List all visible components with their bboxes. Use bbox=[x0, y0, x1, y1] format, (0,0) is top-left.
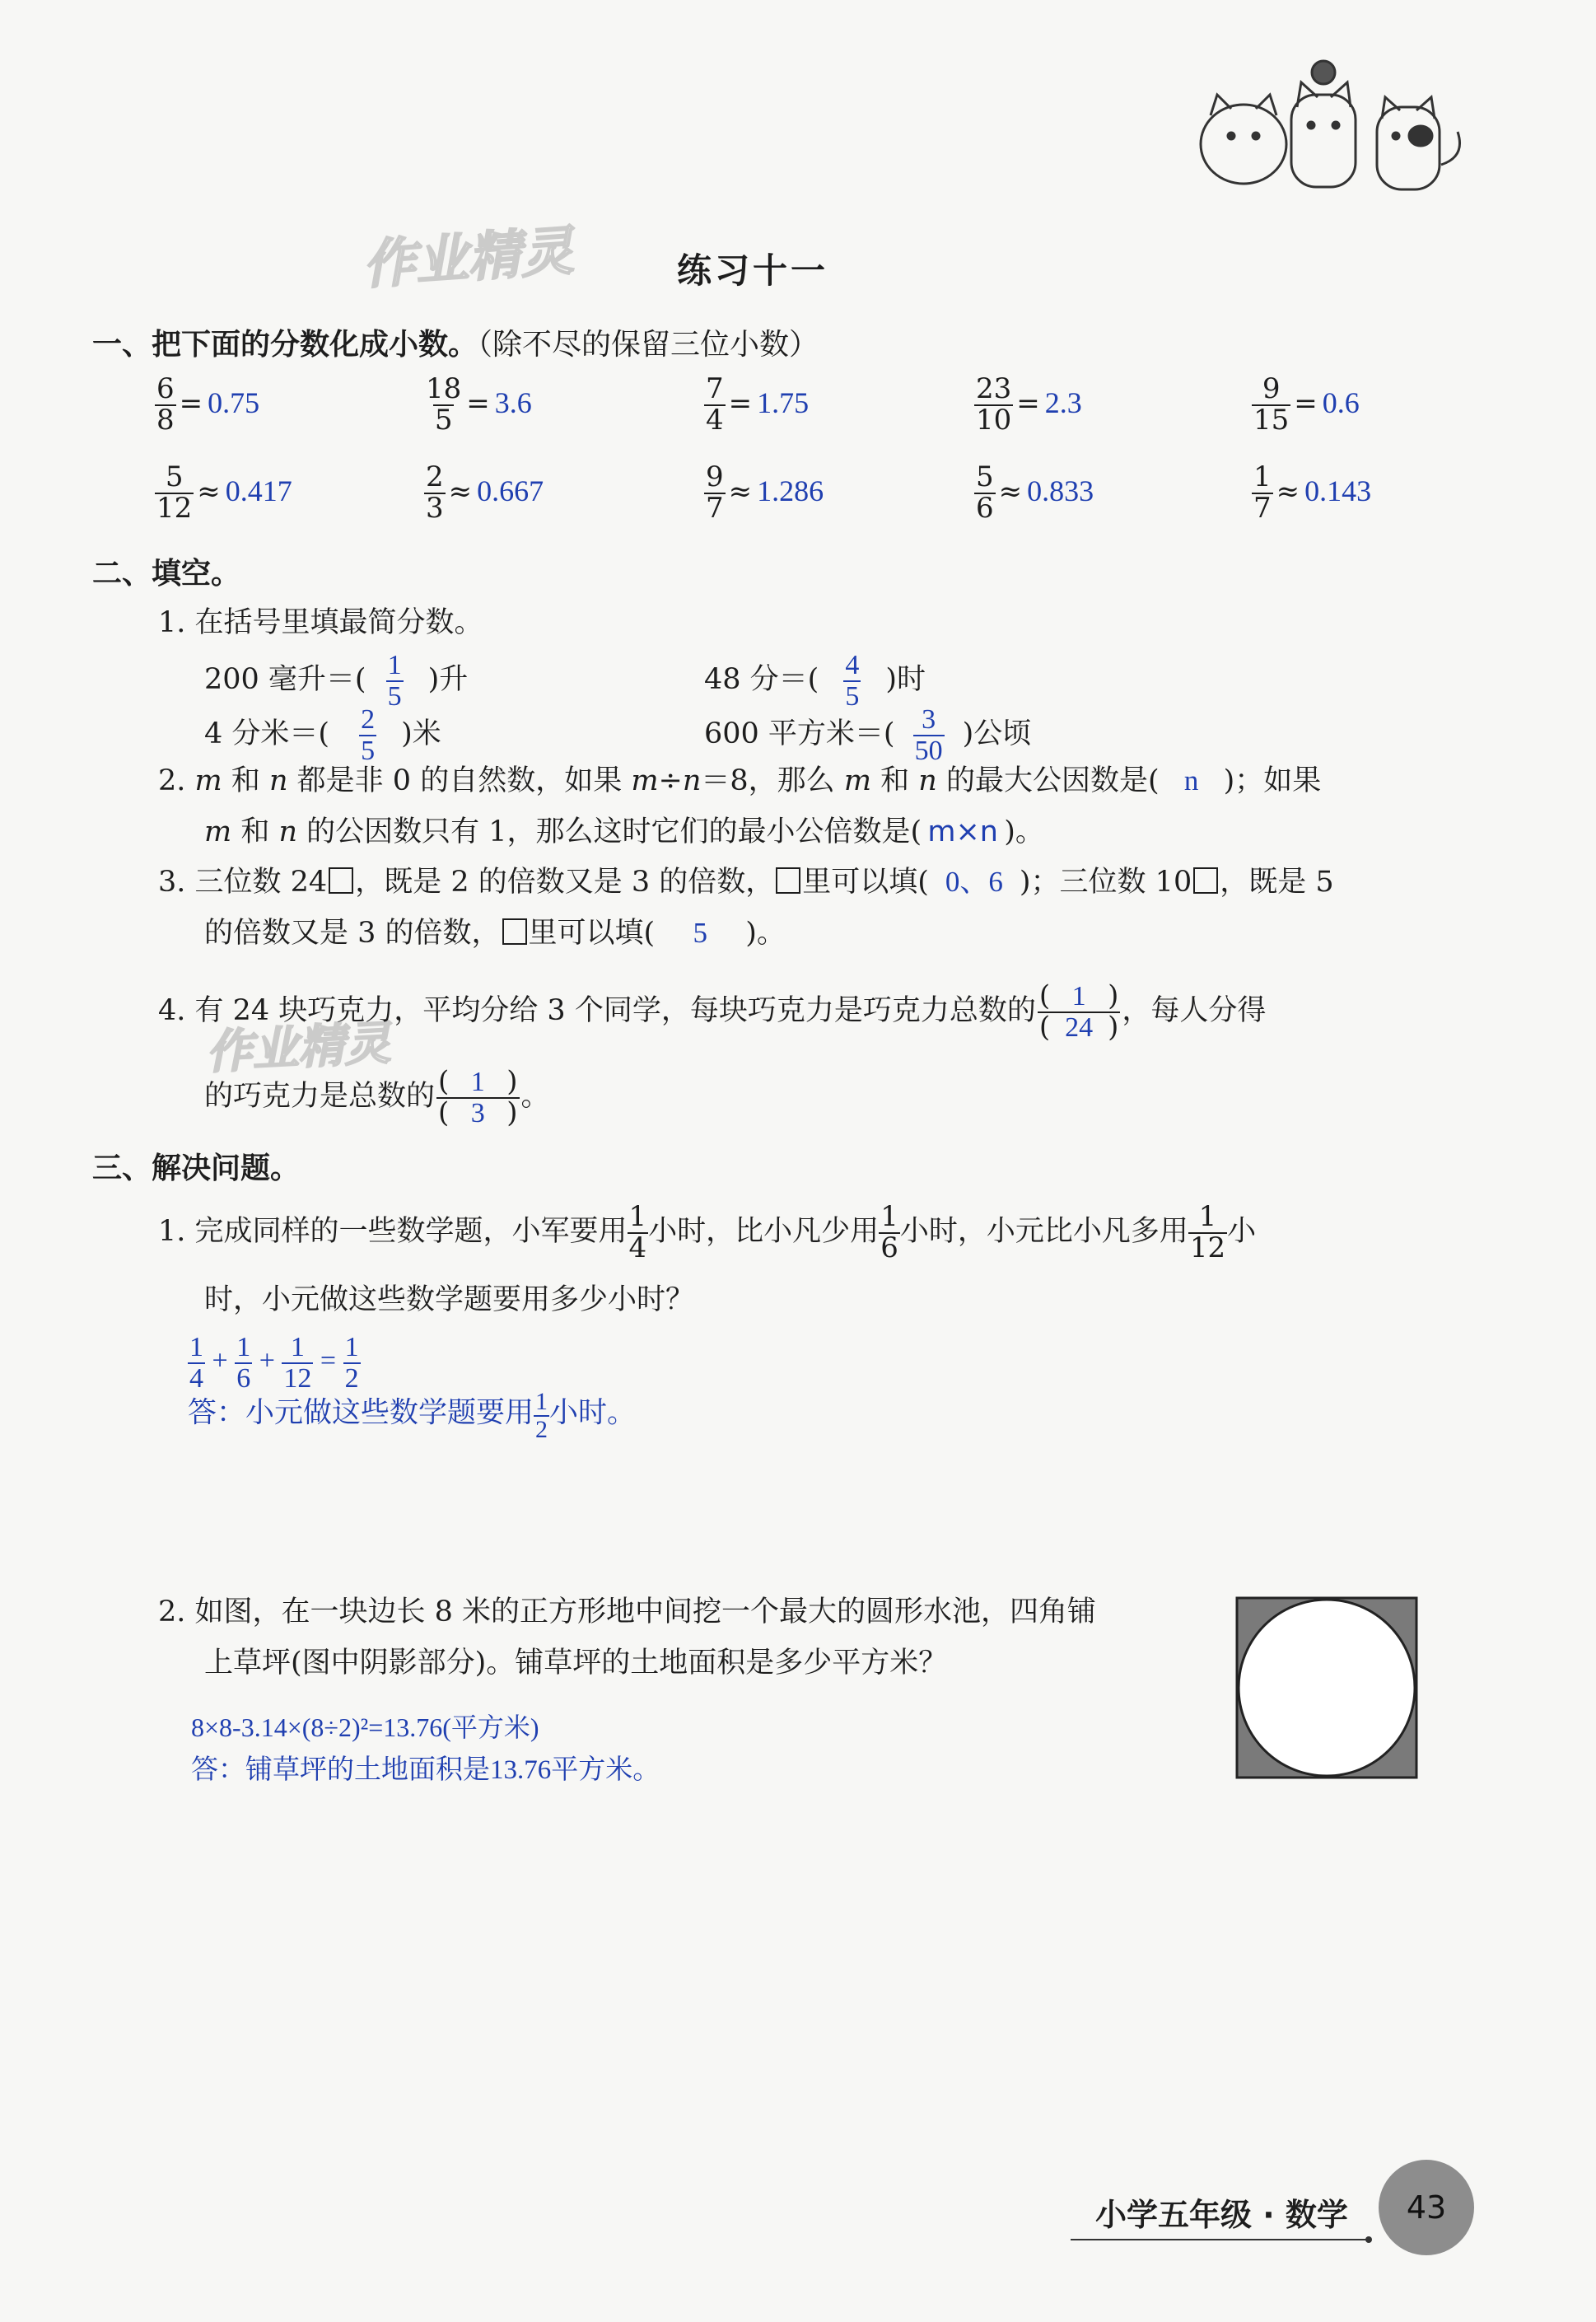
fraction-item bbox=[974, 372, 1082, 437]
blank-box bbox=[502, 918, 527, 945]
q3-2-line1: 2. 如图，在一块边长 8 米的正方形地中间挖一个最大的圆形水池，四角铺 bbox=[158, 1595, 1097, 1628]
cats-illustration bbox=[1186, 49, 1482, 198]
fraction-item bbox=[704, 460, 824, 525]
answer-text: 0.6 bbox=[1322, 385, 1360, 419]
fraction: $\frac{6}{8}$ bbox=[156, 372, 175, 437]
q2-4-line1: 4. 有 24 块巧克力，平均分给 3 个同学，每块巧克力是巧克力总数的 $\frac{( 1 )}{( 24 )}$ ，每人分得 bbox=[158, 979, 1267, 1044]
fraction: $\frac{1}{7}$ bbox=[1253, 460, 1272, 525]
fraction-item bbox=[155, 372, 260, 437]
answer-text: 0.143 bbox=[1304, 474, 1372, 507]
fraction: $\frac{1}{4}$ bbox=[628, 1200, 647, 1264]
fraction: $\frac{9}{15}$ bbox=[1253, 372, 1290, 437]
fraction: $\frac{2}{3}$ bbox=[426, 460, 444, 525]
answer-text: 0.75 bbox=[208, 385, 260, 419]
fraction-item bbox=[424, 460, 544, 525]
answer-text: 2.3 bbox=[1044, 385, 1082, 419]
footer-rule bbox=[1071, 2236, 1375, 2244]
q3-1-answer: 答：小元做这些数学题要用 $\frac{1}{2}$ 小时。 bbox=[188, 1388, 637, 1443]
answer-text: 0.667 bbox=[477, 474, 544, 507]
fraction: $\frac{1}{12}$ bbox=[1189, 1200, 1226, 1264]
fraction-item bbox=[155, 460, 292, 525]
footer-label: 小学五年级 · 数学 bbox=[1095, 2197, 1348, 2233]
answer-text: 0.417 bbox=[225, 474, 292, 507]
operator: ≈ bbox=[1276, 474, 1300, 508]
fraction: $\frac{5}{6}$ bbox=[976, 460, 994, 525]
q2-1-text: 1. 在括号里填最简分数。 bbox=[158, 606, 483, 639]
q3-2-line2: 上草坪(图中阴影部分)。铺草坪的土地面积是多少平方米？ bbox=[204, 1647, 948, 1680]
operator: ≈ bbox=[197, 474, 221, 508]
fraction-item bbox=[1252, 460, 1372, 525]
fraction: $\frac{23}{10}$ bbox=[976, 372, 1012, 437]
q2-1-b: 48 分＝( $\frac{4}{5}$ )时 bbox=[704, 650, 926, 712]
q2-1-a: 200 毫升＝( $\frac{1}{5}$ )升 bbox=[204, 650, 469, 712]
q3-1-calc: $\frac{1}{4}$ + $\frac{1}{6}$ + $\frac{1}{12}$ = $\frac{1}{2}$ bbox=[189, 1332, 359, 1394]
q3-1-line2: 时，小元做这些数学题要用多少小时？ bbox=[204, 1283, 695, 1316]
answer-fraction: $\frac{1}{5}$ bbox=[387, 650, 402, 712]
fraction-item bbox=[424, 372, 532, 437]
blank-box bbox=[329, 867, 353, 894]
q3-2-calc: 8×8-3.14×(8÷2)²=13.76(平方米) bbox=[191, 1712, 539, 1742]
fraction: $\frac{7}{4}$ bbox=[706, 372, 724, 437]
answer-text: 0.833 bbox=[1027, 474, 1094, 507]
fraction-item bbox=[1252, 372, 1360, 437]
operator: ≈ bbox=[448, 474, 473, 508]
operator: = bbox=[179, 386, 203, 420]
pond-circle bbox=[1239, 1600, 1415, 1776]
answer-text: n bbox=[1183, 764, 1199, 797]
fraction-item bbox=[704, 372, 810, 437]
q2-2-line1: 2. m 和 n 都是非 0 的自然数，如果 m÷n＝8，那么 m 和 n 的最大公因数是( n )；如果 bbox=[158, 762, 1321, 800]
blank-box bbox=[1193, 867, 1218, 894]
q2-3-line2: 的倍数又是 3 的倍数， 里可以填( 5 )。 bbox=[204, 914, 786, 952]
answer-text: m×n bbox=[927, 815, 998, 848]
q3-2-answer: 答：铺草坪的土地面积是13.76平方米。 bbox=[191, 1755, 660, 1785]
operator: = bbox=[1294, 386, 1318, 420]
q3-1-line1: 1. 完成同样的一些数学题，小军要用 $\frac{1}{4}$ 小时，比小凡少用 $\frac{1}{6}$ 小时，小元比小凡多用 $\frac{1}{12}$ 小 bbox=[158, 1200, 1257, 1264]
q2-3-line1: 3. 三位数 24 ，既是 2 的倍数又是 3 的倍数， 里可以填( 0、6 )；三位数 10 ，既是 5 bbox=[158, 863, 1334, 901]
section3-heading: 三、解决问题。 bbox=[92, 1152, 301, 1185]
operator: ≈ bbox=[998, 474, 1023, 508]
watermark: 作业精灵 bbox=[361, 221, 576, 297]
answer-fraction: $\frac{2}{5}$ bbox=[361, 704, 376, 766]
answer-fraction: $\frac{3}{50}$ bbox=[914, 704, 943, 766]
page-number: 43 bbox=[1379, 2160, 1474, 2255]
section2-heading: 二、填空。 bbox=[92, 557, 241, 591]
q2-1-c: 4 分米＝( $\frac{2}{5}$ )米 bbox=[204, 704, 441, 766]
answer-text: 5 bbox=[693, 917, 707, 949]
operator: ≈ bbox=[728, 474, 753, 508]
watermark: 作业精灵 bbox=[204, 1016, 392, 1080]
fraction: $\frac{9}{7}$ bbox=[706, 460, 724, 525]
answer-text: 0、6 bbox=[945, 866, 1003, 898]
page-title: 练习十一 bbox=[677, 250, 829, 291]
fraction: $\frac{18}{5}$ bbox=[426, 372, 462, 437]
fraction: $\frac{5}{12}$ bbox=[156, 460, 193, 525]
fraction: $\frac{1}{6}$ bbox=[880, 1200, 898, 1264]
answer-fraction: $\frac{( 1 )}{( 3 )}$ bbox=[438, 1065, 518, 1129]
answer-fraction: $\frac{( 1 )}{( 24 )}$ bbox=[1038, 979, 1119, 1044]
answer-text: 1.286 bbox=[757, 474, 824, 507]
operator: = bbox=[466, 386, 490, 420]
fraction-item bbox=[974, 460, 1094, 525]
q2-1-d: 600 平方米＝( $\frac{3}{50}$ )公顷 bbox=[704, 704, 1032, 766]
operator: = bbox=[728, 386, 753, 420]
square-circle-figure bbox=[1235, 1596, 1418, 1779]
answer-text: 3.6 bbox=[494, 385, 532, 419]
section1-heading: 一、把下面的分数化成小数。（除不尽的保留三位小数） bbox=[92, 328, 819, 362]
q2-2-line2: m 和 n 的公因数只有 1，那么这时它们的最小公倍数是( m×n )。 bbox=[204, 813, 1044, 851]
operator: = bbox=[1016, 386, 1040, 420]
answer-text: 1.75 bbox=[757, 385, 810, 419]
answer-fraction: $\frac{4}{5}$ bbox=[845, 650, 860, 712]
blank-box bbox=[776, 867, 800, 894]
q2-4-line2: 的巧克力是总数的 $\frac{( 1 )}{( 3 )}$ 。 bbox=[204, 1065, 550, 1129]
